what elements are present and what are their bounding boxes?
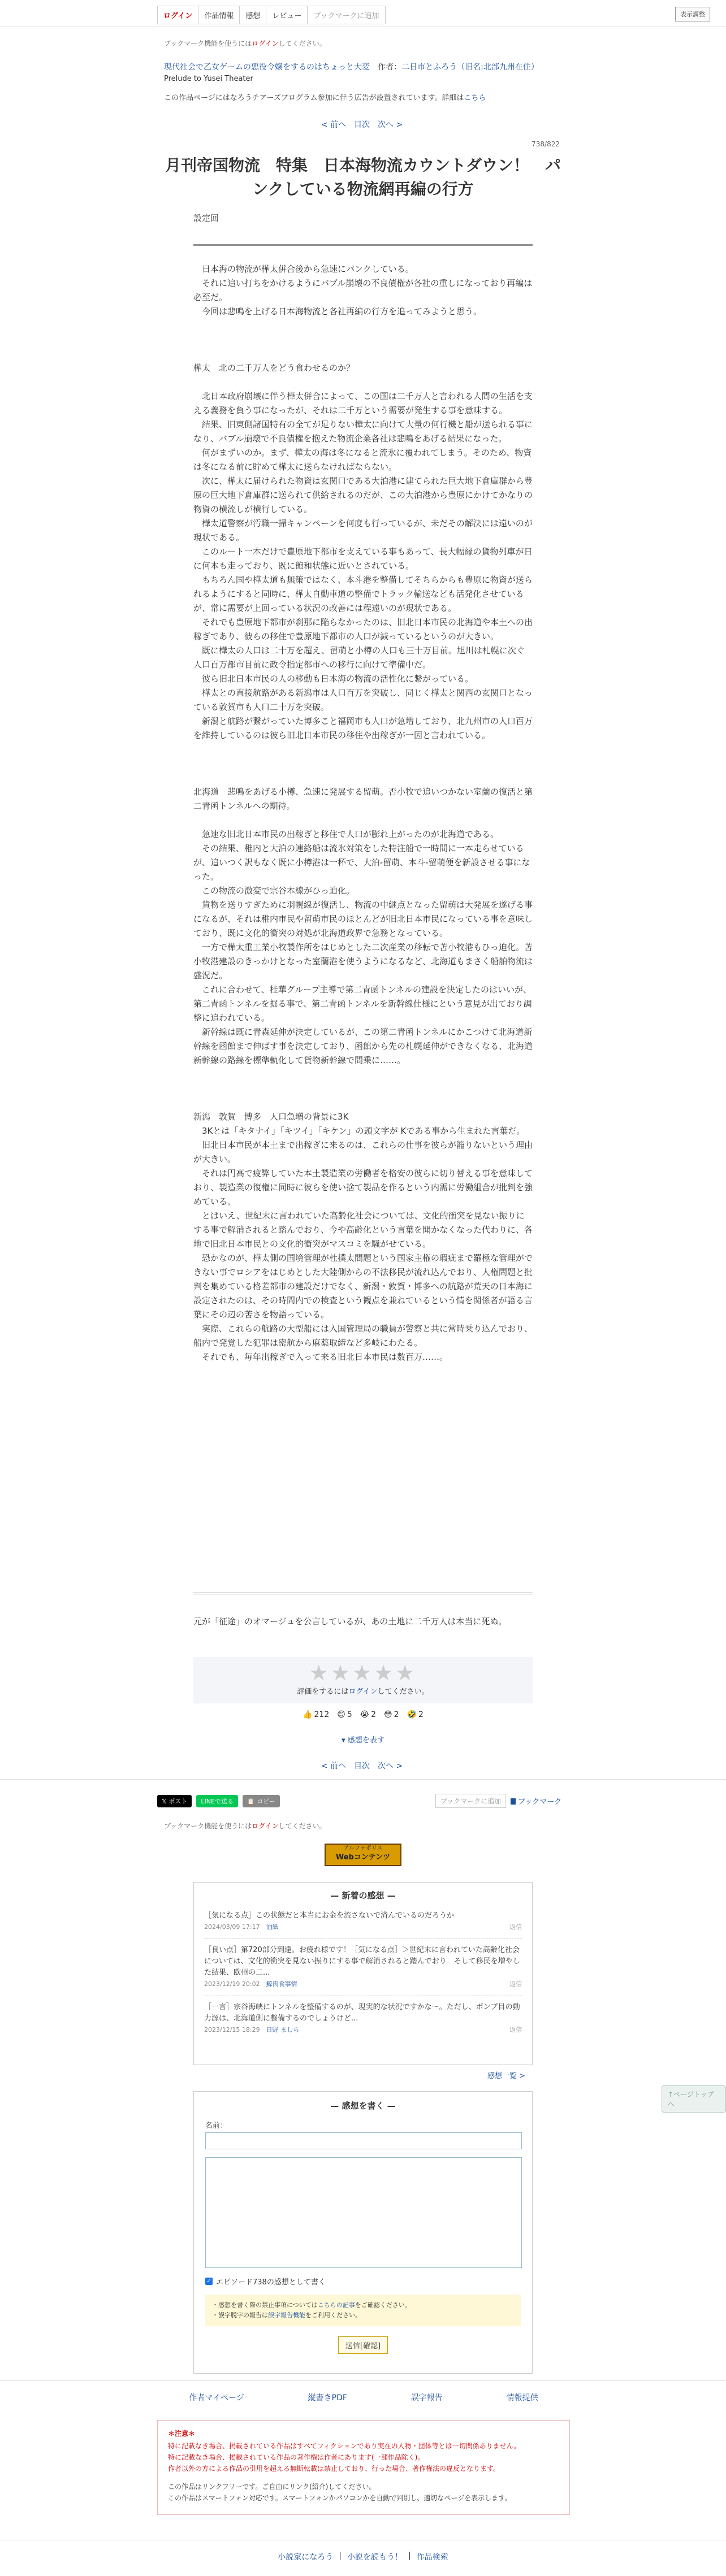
bookmark-notice-suffix: してください。 — [278, 40, 326, 47]
star-icon[interactable]: ★ — [395, 1660, 417, 1685]
alphapolis-banner[interactable] — [325, 1844, 401, 1866]
smile-icon: 😊 — [337, 1710, 345, 1719]
toc-link[interactable]: 目次 — [354, 1762, 370, 1771]
work-info-link[interactable]: 作品情報 — [198, 6, 240, 24]
laugh-icon: 🤣 — [407, 1710, 417, 1719]
section-divider — [0, 2380, 726, 2381]
body-paragraph — [193, 1068, 533, 1082]
pager-bottom — [164, 1760, 560, 1771]
impression-item[interactable] — [204, 1996, 522, 2041]
rating-notice-suffix: してください。 — [377, 1688, 429, 1696]
name-label: 名前： — [205, 2122, 228, 2130]
rating-box — [193, 1657, 533, 1703]
impressions-heading: — 新着の感想 — — [330, 1890, 396, 1901]
reaction-toggle[interactable]: ▾ 感想を表す — [342, 1736, 384, 1745]
top-nav — [157, 6, 386, 24]
bookmark-label: ブックマーク — [518, 1798, 562, 1806]
impression-date: 2023/12/15 18:29 — [204, 2026, 260, 2033]
author-label: 作者： — [378, 63, 402, 72]
star-icon[interactable]: ★ — [352, 1660, 374, 1685]
series-subtitle: Prelude to Yusei Theater — [164, 75, 253, 83]
preface: 設定回 — [193, 213, 219, 223]
narou-link[interactable]: 小説家になろう — [278, 2553, 334, 2562]
series-info — [164, 61, 560, 83]
reaction-thumbs-up[interactable] — [302, 1710, 329, 1719]
episode-checkbox-label: エピソード738の感想として書く — [216, 2278, 326, 2287]
body-paragraph: 3Kとは「キタナイ」「キツイ」「キケン」の頭文字が Kである事から生まれた言葉だ。 — [193, 1126, 525, 1136]
display-settings-button[interactable]: 表示調整 — [675, 7, 710, 21]
caution-line: 作者以外の方による作品の引用を超える無断転載は禁止しており、行った場合、著作権法の違反となります。 — [168, 2465, 500, 2473]
page-top-button[interactable]: ↑ページトップへ — [662, 2085, 726, 2113]
body-paragraph: 樺太道警察が汚職一掃キャンペーンを何度も行っているが、未だその解決には遠いのが現状である。 — [193, 518, 533, 543]
surprised-icon: 😳 — [384, 1710, 392, 1719]
note1-suffix: をご確認ください。 — [355, 2301, 411, 2309]
episode-checkbox[interactable]: ✓ — [205, 2278, 213, 2285]
afterword: 元が「征途」のオマージュを公言しているが、あの土地に二千万人は本当に死ぬ。 — [193, 1616, 507, 1627]
episode-title: 月刊帝国物流 特集 日本海物流カウントダウン！ パンクしている物流網再編の行方 — [165, 156, 561, 198]
star-icon[interactable]: ★ — [374, 1660, 396, 1685]
body-paragraph: 急速な旧北日本市民の出稼ぎと移住で人口が膨れ上がったのが北海道である。 — [193, 829, 499, 839]
body-paragraph: 結果、旧東側諸国特有の全てが足りない樺太に向けて大量の何行機と船が送られる事になり、バブル崩壊で不良債権を抱えた物流企業各社は悲鳴をあげる結果になった。 — [193, 419, 533, 444]
login-link[interactable]: ログイン — [158, 6, 198, 24]
series-title-link[interactable]: 現代社会で乙女ゲームの悪役令嬢をするのはちょっと大変 — [164, 63, 370, 72]
reaction-count: 2 — [418, 1710, 424, 1719]
impression-user-link[interactable]: 油紙 — [266, 1923, 279, 1931]
rating-login-link[interactable]: ログイン — [348, 1688, 378, 1696]
alphapolis-line1: アルファポリス — [343, 1845, 383, 1851]
submit-button[interactable]: 送信[確認] — [338, 2336, 388, 2354]
search-link[interactable]: 作品検索 — [416, 2553, 448, 2562]
body-paragraph: それでも、毎年出稼ぎで入って来る旧北日本市民は数百万……。 — [193, 1352, 448, 1362]
info-provide-link[interactable]: 情報提供 — [506, 2393, 538, 2402]
note1-prefix: ・感想を書く際の禁止事項については — [212, 2301, 318, 2309]
review-link[interactable]: レビュー — [266, 6, 308, 24]
episode-number: 738/822 — [531, 140, 560, 148]
typo-report-link[interactable]: 誤字報告 — [410, 2393, 443, 2402]
episode-checkbox-row — [205, 2276, 521, 2287]
body-paragraph: 実際、これらの航路の大型船には入国管理局の職員が警察と共に常時乗り込んでおり、船内で発覚した犯罪は密航から麻薬取締など多岐にわたる。 — [193, 1324, 533, 1348]
body-paragraph: この物流の激変で宗谷本線がひっ迫化。 — [193, 886, 355, 896]
bookmark-icon — [511, 1798, 516, 1805]
caution-line: 特に記載なき場合、掲載されている作品はすべてフィクションであり実在の人物・団体等とは一切関係ありません。 — [168, 2442, 521, 2450]
impression-item[interactable] — [204, 1939, 522, 1996]
impression-reply-link[interactable]: 返信 — [509, 2026, 522, 2033]
bookmark-notice — [164, 38, 560, 48]
rating-notice-prefix: 評価をするには — [297, 1688, 349, 1696]
impressions-box — [193, 1882, 533, 2065]
afterword-divider — [193, 1593, 533, 1594]
impression-item[interactable] — [204, 1905, 522, 1939]
bottom-links — [0, 2551, 726, 2562]
rating-stars[interactable] — [193, 1660, 533, 1685]
impression-user-link[interactable]: 日野 ましら — [266, 2026, 300, 2033]
separator: | — [408, 2551, 411, 2560]
add-bookmark-link[interactable]: ブックマークに追加 — [313, 12, 379, 20]
body-paragraph — [193, 1096, 533, 1110]
body-paragraph: もちろん国や樺太道も無策ではなく、本斗港を整備してそちらからも豊原に物資が送られるようにすると同時に、樺太自動車道の整備でトラック輸送なども活発化させているが、常に需要が上回っている状況の改善には程遠いのが現状である。 — [193, 575, 533, 613]
author-mypage-link[interactable]: 作者マイページ — [189, 2393, 244, 2402]
line-share-button[interactable]: LINEで送る — [196, 1795, 238, 1807]
name-input[interactable] — [205, 2132, 522, 2149]
share-buttons — [157, 1795, 280, 1807]
ad-notice — [164, 92, 560, 102]
alphapolis-line2: Webコンテンツ — [335, 1853, 391, 1862]
reaction-laugh[interactable] — [407, 1710, 424, 1719]
caution-box — [157, 2420, 570, 2515]
body-paragraph: 旧北日本市民が本土まで出稼ぎに来るのは、これらの仕事を彼らが籠りないという理由が大きい。 — [193, 1140, 533, 1164]
link-free-note: この作品はリンクフリーです。ご自由にリンク(紹介)してください。 — [168, 2483, 376, 2491]
body-paragraph: 樺太 北の二千万人をどう食わせるのか？ — [193, 363, 355, 373]
pager-top — [164, 119, 560, 130]
ad-notice-link[interactable]: こちら — [464, 94, 486, 102]
yomou-link[interactable]: 小説を読もう！ — [347, 2553, 403, 2562]
body-paragraph — [193, 771, 533, 785]
body-paragraph: 貨物を送りすぎために羽幌線が復活し、物流の中継点となった留萌は大発展を遂げる事になるが、それは稚内市民や留萌市民のほとんどが旧北日本市民になっている事を意味しており、既に文化的衝突の対処が北海道政界で急務となっている。 — [193, 900, 533, 938]
prev-link[interactable]: < 前へ — [321, 1762, 346, 1771]
thumbs-up-icon: 👍 — [302, 1710, 313, 1719]
add-bookmark-button[interactable]: ブックマークに追加 — [435, 1794, 506, 1808]
impression-textarea[interactable] — [205, 2157, 522, 2268]
separator: | — [339, 2551, 342, 2560]
reaction-smile[interactable] — [337, 1710, 352, 1719]
bookmark-notice-prefix: ブックマーク機能を使うには — [164, 40, 252, 47]
footer-nav — [157, 2392, 570, 2403]
write-heading: — 感想を書く — — [330, 2101, 396, 2111]
bookmark-notice-suffix: してください。 — [278, 1822, 326, 1830]
bookmark-button[interactable] — [511, 1796, 561, 1806]
section-divider — [0, 1779, 726, 1780]
smartphone-note: この作品はスマートフォン対応です。スマートフォンかパソコンかを自動で判別し、適切なページを表示します。 — [168, 2494, 512, 2502]
impression-text: ［気になる点］この状態だと本当にお金を流さないで済んでいるのだろうか — [204, 1911, 455, 1920]
body-paragraph: それでも豊原地下都市が刹那に陥らなかったのは、旧北日本市民の北海道や本土への出稼ぎであり、彼らの移住で豊原地下都市の人口が減っているというのが大きい。 — [193, 617, 533, 641]
body-paragraph — [193, 813, 533, 827]
bookmark-notice-prefix: ブックマーク機能を使うには — [164, 1822, 252, 1830]
body-paragraph — [193, 1082, 533, 1096]
impression-text: ［一言］宗谷海峡にトンネルを整備するのが、現実的な状況ですかな～。ただし、ボンブ目の動力源は、北海道側に整備するのでしょうけど... — [204, 2003, 520, 2023]
impression-reply-link[interactable]: 返信 — [509, 1980, 522, 1988]
ad-notice-text: この作品ページにはなろうチアーズプログラム参加に伴う広告が設置されています。詳細は — [164, 94, 464, 102]
star-icon[interactable]: ★ — [330, 1660, 352, 1685]
body-paragraph: 彼ら旧北日本市民の人の移動も日本海の物流の活性化に繋がっている。 — [193, 674, 474, 684]
impression-date: 2023/12/19 20:02 — [204, 1980, 260, 1988]
body-paragraph: 北日本政府崩壊に伴う樺太併合によって、この国は二千万人と言われる人間の生活を支える義務を負う事になったが、それは二千万という需要が発生する事を意味する。 — [193, 391, 533, 415]
next-link[interactable]: 次へ > — [378, 120, 403, 129]
body-paragraph: 次に、樺太に届けられた物資は玄関口である大泊港に建てられた巨大地下倉庫群から豊原の巨大地下倉庫群に送られて供給されるのだが、この大泊港から豊原にかけてかなりの物資の横流しが横行している。 — [193, 476, 533, 514]
body-paragraph: それは円高で疲弊していた本土製造業の労働者を格安の彼らに切り替える事を意味しており、製造業の復権に同時に彼らを使い捨て製品を作るという内需に労働組合が批判を強めている。 — [193, 1168, 533, 1207]
impressions-link[interactable]: 感想 — [240, 6, 266, 24]
body-paragraph: 新潟 敦賀 博多 人口急増の背景に3K — [193, 1112, 349, 1122]
prev-link[interactable]: < 前へ — [321, 120, 346, 129]
novel-body — [193, 262, 533, 1364]
toc-link[interactable]: 目次 — [354, 120, 370, 129]
body-paragraph: 日本海の物流が樺太併合後から急速にパンクしている。 — [193, 264, 414, 274]
body-paragraph: このルート一本だけで豊原地下都市を支えている事もあって、長大幅縁の貨物列車が日に何本も走っており、既に飽和状態に近いとされている。 — [193, 547, 533, 571]
star-icon[interactable]: ★ — [309, 1660, 331, 1685]
body-paragraph — [193, 757, 533, 771]
body-paragraph: 樺太との直接航路がある新潟市は人口百万を突破し、同じく樺太と関西の玄関口となっている敦賀市も人口二十万を突破。 — [193, 688, 533, 712]
body-paragraph: それに追い打ちをかけるようにバブル崩壊の不良債権が各社の重しになっており再編は必至だ。 — [193, 278, 533, 302]
body-paragraph: 一方で樺太重工業小牧製作所をはじめとした二次産業の移転で苫小牧港もひっ迫化。苫小牧港建設のきっかけとなった室蘭港を使うようになるなど、北海道もまさく船舶物流は盛況だ。 — [193, 942, 533, 981]
bookmark-actions — [435, 1794, 561, 1808]
body-paragraph: 既に樺太の人口は二十万を超え、留萌と小樽の人口も三十万目前。旭川は札幌に次ぐ人口百万都市目前に政令指定都市への移行に向けて準備中だ。 — [193, 645, 525, 670]
reaction-count: 212 — [314, 1710, 330, 1719]
body-paragraph: これに合わせて、桂華グループ主導で第二青函トンネルの建設を決定したのはいいが、第二青函トンネルを掘る事で、第二青函トンネルを新幹線仕様にという意見が出ており調整に追われている。 — [193, 985, 532, 1023]
author-link[interactable]: 二日市とふろう（旧名:北部九州在住） — [401, 63, 539, 72]
top-bar — [0, 0, 726, 27]
bookmark-notice-2 — [164, 1821, 326, 1831]
impression-user-link[interactable]: 鯨肉食事情 — [266, 1980, 297, 1988]
body-paragraph: 北海道 悲鳴をあげる小樽、急速に発展する留萌。否小牧で追いつかない室蘭の復活と第二青函トンネルへの期待。 — [193, 787, 533, 811]
bookmark-login-link[interactable]: ログイン — [252, 1822, 279, 1830]
body-paragraph — [193, 333, 533, 347]
preface-divider — [193, 244, 533, 246]
write-impression-box — [193, 2091, 533, 2374]
note1-link[interactable]: こちらの記事 — [317, 2301, 355, 2309]
impressions-more-link[interactable]: 感想一覧 > — [487, 2072, 526, 2080]
body-paragraph: 新潟と航路が繋がっていた博多こと福岡市も人口が急増しており、北九州市の人口百万を維持しているのは彼ら旧北日本市民の移住や出稼ぎが一因と言われている。 — [193, 716, 533, 740]
body-paragraph: 今回は悲鳴を上げる日本海物流と各社再編の行方を追ってみようと思う。 — [193, 306, 482, 316]
reaction-count: 2 — [394, 1710, 399, 1719]
body-paragraph — [193, 375, 533, 389]
write-notes — [205, 2295, 521, 2326]
body-paragraph: 何がまずいのか。まず、樺太の海は冬になると流氷に覆われてしまう。そのため、物資は冬になる前に貯めて樺太に送らなければならない。 — [193, 448, 532, 472]
bookmark-login-link[interactable]: ログイン — [252, 40, 279, 47]
note2-suffix: をご利用ください。 — [305, 2312, 361, 2319]
body-paragraph: 新幹線は既に青森延伸が決定しているが、この第二青函トンネルにかこつけて北海道新幹線を函館まで伸ばす事を決定しており、函館から先の札幌延伸ができなくなる、北海道新幹線の路線を標準軌化して貨物新幹線で間乗に……。 — [193, 1027, 533, 1065]
reaction-count: 5 — [347, 1710, 352, 1719]
body-paragraph: その結果、稚内と大泊の連絡船は流氷対策をした特注船で一時間に一本走らせているが、追いつく訳もなく既に小樽港は一杯で、大泊-留萌、本斗-留萌便を新設させる事になった。 — [193, 843, 530, 882]
caution-line: 特に記載なき場合、掲載されている作品の著作権は作者にあります(一部作品除く)。 — [168, 2453, 425, 2461]
body-paragraph — [193, 319, 533, 333]
reaction-count: 2 — [371, 1710, 377, 1719]
body-paragraph: とはいえ、世紀末に言われていた高齢化社会については、文化的衝突を見ない振りにする事で解消されると踏んでおり、今や高齢化という言葉を聞かなくなった代わりに、各地で旧北日本市民との文化的衝突がマスコミを騒がせている。 — [193, 1211, 533, 1249]
impression-text: ［良い点］第720部分到達。お疲れ様です！［気になる点］＞世紀末に言われていた高齢化社会については、文化的衝突を見ない振りにする事で解消されると踏んでおり そして移民を増やした結果、欧州の二... — [204, 1946, 520, 1977]
cry-icon: 😭 — [360, 1710, 370, 1719]
reaction-cry[interactable] — [360, 1710, 376, 1719]
vertical-pdf-link[interactable]: 縦書きPDF — [308, 2393, 347, 2402]
body-paragraph — [193, 347, 533, 361]
impression-date: 2024/03/09 17:17 — [204, 1923, 260, 1931]
body-paragraph — [193, 743, 533, 757]
next-link[interactable]: 次へ > — [378, 1762, 403, 1771]
x-post-button[interactable]: 𝕏 ポスト — [157, 1795, 192, 1807]
copy-button[interactable]: 📋 コピー — [243, 1795, 280, 1807]
body-paragraph: 恐かなのが、樺太側の国境管理が杜撲太間題という国家主権の瑕疵まで羅極な管理ができない事でロシアをはじめとした大陸側からの不法移民が流れ込んでおり、人権問題と批判を集めている格差都市の建設だけでなく、新潟・敦賀・博多への航路が荒天の日本海に設定されたのは、その時間内での検査という観点を兼ねているという情を関係者が語る言葉にその辺の苦さを物語っている。 — [193, 1253, 533, 1320]
impression-reply-link[interactable]: 返信 — [509, 1923, 522, 1931]
note2-link[interactable]: 誤字報告機能 — [268, 2312, 305, 2319]
caution-heading: ＊注意＊ — [168, 2430, 196, 2438]
note2-prefix: ・誤字脱字の報告は — [212, 2312, 268, 2319]
reaction-surprised[interactable] — [384, 1710, 399, 1719]
reaction-bar — [193, 1710, 533, 1719]
